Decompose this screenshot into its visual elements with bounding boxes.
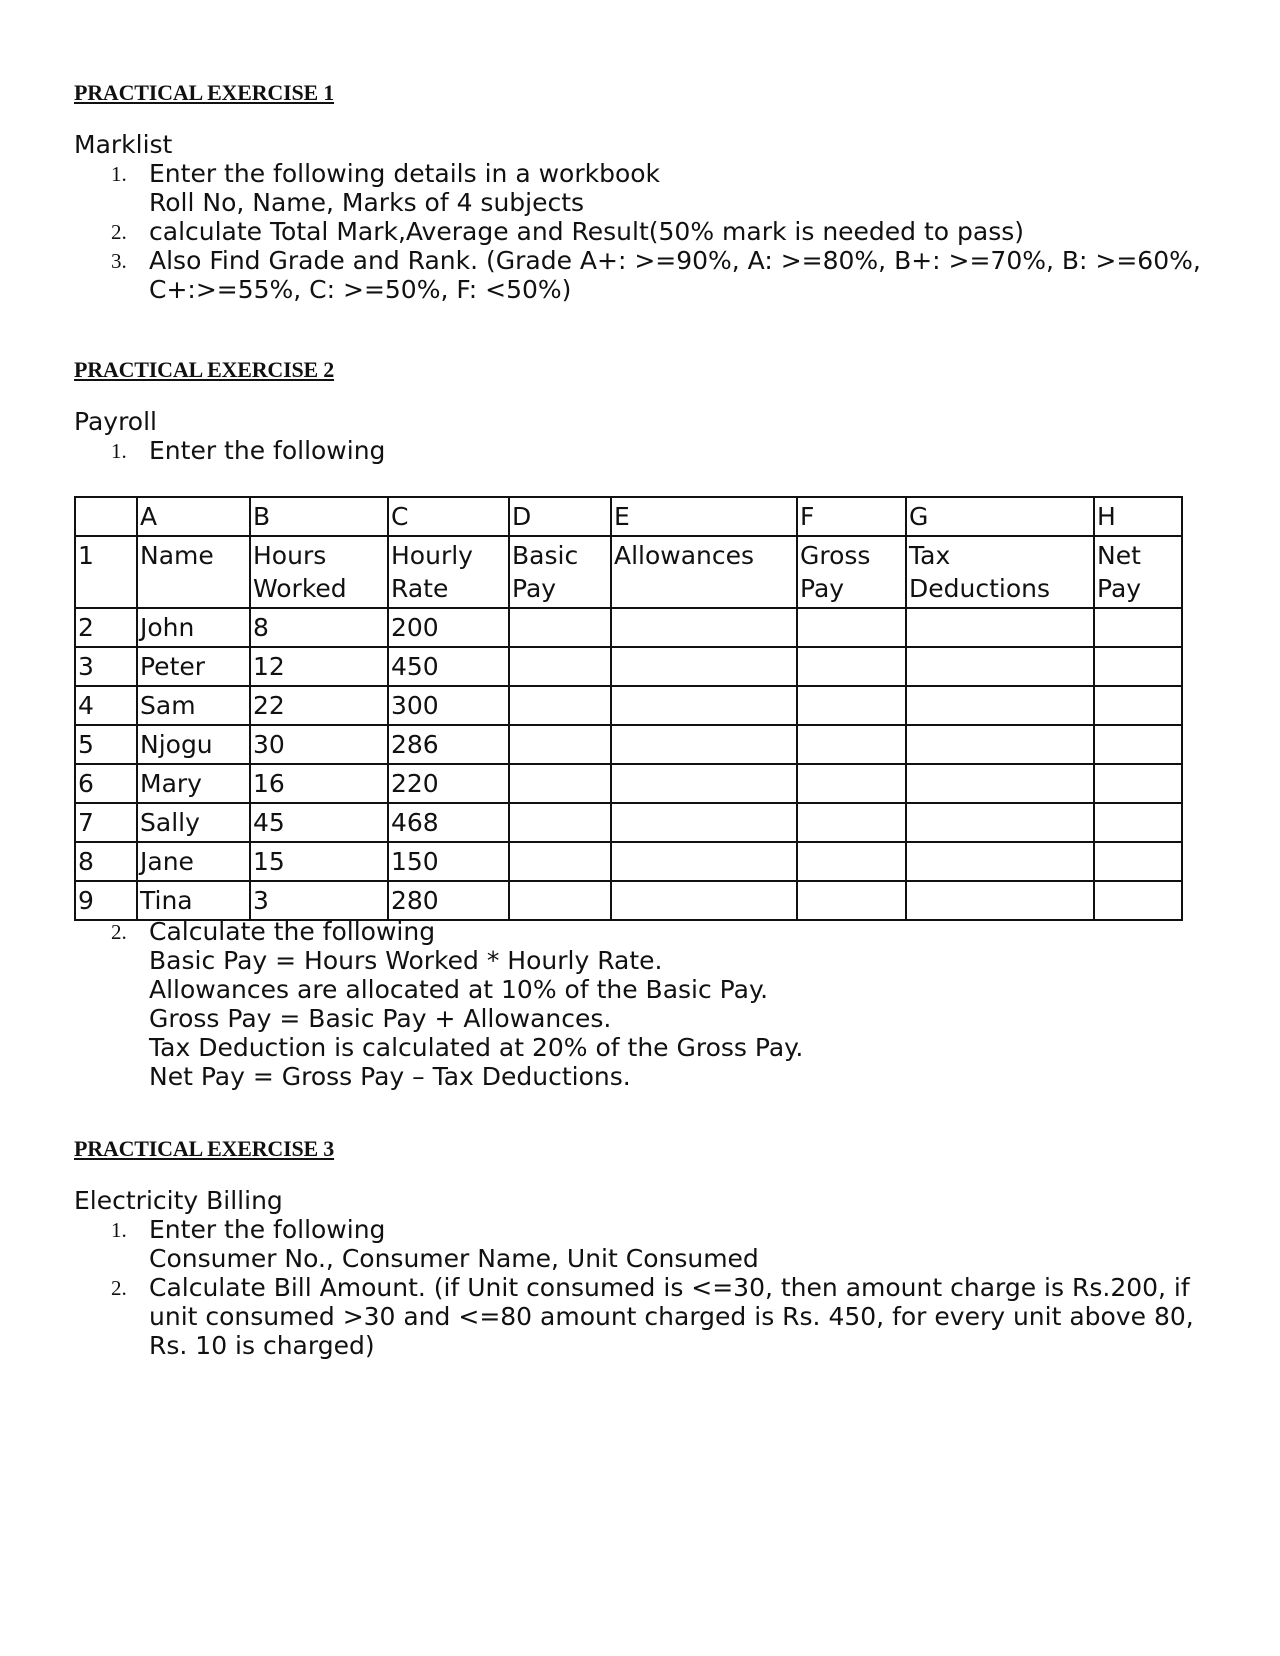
list-text: Calculate the following — [149, 917, 436, 946]
table-cell: 450 — [388, 647, 509, 686]
exercise2-heading: PRACTICAL EXERCISE 2 — [74, 357, 335, 382]
table-cell: A — [137, 497, 250, 536]
table-cell — [797, 764, 906, 803]
table-cell — [509, 881, 611, 920]
table-cell — [611, 881, 797, 920]
table-cell — [1094, 881, 1182, 920]
table-cell: H — [1094, 497, 1182, 536]
table-cell: 9 — [75, 881, 137, 920]
list-text: Enter the following — [149, 436, 386, 465]
table-cell — [906, 647, 1094, 686]
exercise2-list-top — [74, 436, 1214, 465]
table-cell — [906, 725, 1094, 764]
table-cell: Jane — [137, 842, 250, 881]
table-cell — [797, 608, 906, 647]
table-cell: F — [797, 497, 906, 536]
list-text: Roll No, Name, Marks of 4 subjects — [149, 188, 585, 217]
list-item — [74, 436, 1214, 465]
list-number: 2. — [111, 920, 127, 944]
table-cell: Sam — [137, 686, 250, 725]
table-row — [75, 647, 1182, 686]
table-row — [75, 686, 1182, 725]
table-cell — [509, 842, 611, 881]
table-row — [75, 764, 1182, 803]
table-cell: 16 — [250, 764, 388, 803]
list-text: Tax Deduction is calculated at 20% of the Gross Pay. — [149, 1033, 804, 1062]
list-item — [74, 159, 1214, 217]
table-cell — [509, 803, 611, 842]
list-text: Calculate Bill Amount. (if Unit consumed is <=30, then amount charge is Rs.200, if — [149, 1273, 1190, 1302]
table-cell — [611, 803, 797, 842]
list-text: C+:>=55%, C: >=50%, F: <50%) — [149, 275, 572, 304]
table-cell: 300 — [388, 686, 509, 725]
table-header-cell: Name — [137, 536, 250, 608]
table-cell: 4 — [75, 686, 137, 725]
table-cell — [906, 608, 1094, 647]
table-cell — [75, 497, 137, 536]
table-cell: 220 — [388, 764, 509, 803]
exercise2-title: Payroll — [74, 407, 157, 436]
table-cell: 12 — [250, 647, 388, 686]
table-cell — [797, 725, 906, 764]
list-item — [74, 1215, 1214, 1273]
list-item — [74, 217, 1214, 246]
table-cell — [611, 608, 797, 647]
table-cell: John — [137, 608, 250, 647]
table-cell: C — [388, 497, 509, 536]
column-letter-row — [75, 497, 1182, 536]
list-text: Enter the following details in a workbook — [149, 159, 661, 188]
table-cell: 280 — [388, 881, 509, 920]
table-cell — [611, 725, 797, 764]
list-number: 1. — [111, 1218, 127, 1242]
table-cell: 2 — [75, 608, 137, 647]
list-text: Also Find Grade and Rank. (Grade A+: >=90%, A: >=80%, B+: >=70%, B: >=60%, — [149, 246, 1201, 275]
table-cell: 468 — [388, 803, 509, 842]
payroll-table-body — [75, 608, 1182, 920]
table-cell: 15 — [250, 842, 388, 881]
header-row — [75, 536, 1182, 608]
exercise2-list-bottom — [74, 917, 1214, 1091]
list-text: Rs. 10 is charged) — [149, 1331, 375, 1360]
list-text: Basic Pay = Hours Worked * Hourly Rate. — [149, 946, 663, 975]
table-cell — [906, 881, 1094, 920]
exercise1-title: Marklist — [74, 130, 173, 159]
exercise3-heading: PRACTICAL EXERCISE 3 — [74, 1136, 335, 1161]
table-cell — [509, 686, 611, 725]
table-cell — [797, 842, 906, 881]
table-cell — [611, 764, 797, 803]
list-text: unit consumed >30 and <=80 amount charged is Rs. 450, for every unit above 80, — [149, 1302, 1194, 1331]
table-cell: 200 — [388, 608, 509, 647]
table-cell — [906, 842, 1094, 881]
list-text: Consumer No., Consumer Name, Unit Consumed — [149, 1244, 759, 1273]
table-cell: 8 — [75, 842, 137, 881]
payroll-table — [74, 496, 1183, 921]
table-row — [75, 725, 1182, 764]
table-row — [75, 842, 1182, 881]
list-number: 2. — [111, 220, 127, 244]
table-cell — [1094, 647, 1182, 686]
table-cell — [611, 647, 797, 686]
list-item — [74, 917, 1214, 1091]
table-cell — [797, 881, 906, 920]
table-cell: D — [509, 497, 611, 536]
table-cell — [1094, 686, 1182, 725]
table-header-cell: Basic Pay — [509, 536, 611, 608]
list-text: Gross Pay = Basic Pay + Allowances. — [149, 1004, 612, 1033]
table-cell: 5 — [75, 725, 137, 764]
list-item — [74, 246, 1214, 304]
table-cell: G — [906, 497, 1094, 536]
table-cell — [797, 647, 906, 686]
list-number: 1. — [111, 439, 127, 463]
table-cell: E — [611, 497, 797, 536]
table-cell — [1094, 803, 1182, 842]
table-cell: 286 — [388, 725, 509, 764]
exercise1-list — [74, 159, 1214, 304]
table-cell: Mary — [137, 764, 250, 803]
table-row — [75, 608, 1182, 647]
list-text: Enter the following — [149, 1215, 386, 1244]
table-cell — [1094, 608, 1182, 647]
table-cell — [509, 764, 611, 803]
table-cell — [906, 803, 1094, 842]
table-cell: Peter — [137, 647, 250, 686]
table-cell: 6 — [75, 764, 137, 803]
table-cell — [509, 647, 611, 686]
table-cell — [797, 686, 906, 725]
table-cell: Njogu — [137, 725, 250, 764]
table-row — [75, 881, 1182, 920]
table-cell — [906, 686, 1094, 725]
list-text: Allowances are allocated at 10% of the Basic Pay. — [149, 975, 769, 1004]
table-cell — [1094, 725, 1182, 764]
table-cell — [611, 842, 797, 881]
table-row — [75, 803, 1182, 842]
table-header-cell: Hours Worked — [250, 536, 388, 608]
table-cell — [611, 686, 797, 725]
table-cell — [1094, 764, 1182, 803]
table-cell: 22 — [250, 686, 388, 725]
table-header-cell: Allowances — [611, 536, 797, 608]
table-cell: Tina — [137, 881, 250, 920]
table-cell — [509, 725, 611, 764]
list-text: calculate Total Mark,Average and Result(50% mark is needed to pass) — [149, 217, 1025, 246]
table-header-cell: 1 — [75, 536, 137, 608]
table-header-cell: Net Pay — [1094, 536, 1182, 608]
table-cell: 3 — [75, 647, 137, 686]
table-cell — [509, 608, 611, 647]
table-header-cell: Hourly Rate — [388, 536, 509, 608]
list-item — [74, 1273, 1214, 1360]
list-text: Net Pay = Gross Pay – Tax Deductions. — [149, 1062, 631, 1091]
table-cell: 45 — [250, 803, 388, 842]
exercise3-title: Electricity Billing — [74, 1186, 283, 1215]
list-number: 2. — [111, 1276, 127, 1300]
exercise1-heading: PRACTICAL EXERCISE 1 — [74, 80, 335, 105]
table-cell: 8 — [250, 608, 388, 647]
table-cell — [906, 764, 1094, 803]
table-cell: 7 — [75, 803, 137, 842]
list-number: 1. — [111, 162, 127, 186]
table-cell: Sally — [137, 803, 250, 842]
table-cell: 30 — [250, 725, 388, 764]
table-cell — [797, 803, 906, 842]
table-cell: B — [250, 497, 388, 536]
table-cell — [1094, 842, 1182, 881]
table-header-cell: Tax Deductions — [906, 536, 1094, 608]
table-cell: 150 — [388, 842, 509, 881]
list-number: 3. — [111, 249, 127, 273]
table-header-cell: Gross Pay — [797, 536, 906, 608]
exercise3-list — [74, 1215, 1214, 1360]
table-cell: 3 — [250, 881, 388, 920]
